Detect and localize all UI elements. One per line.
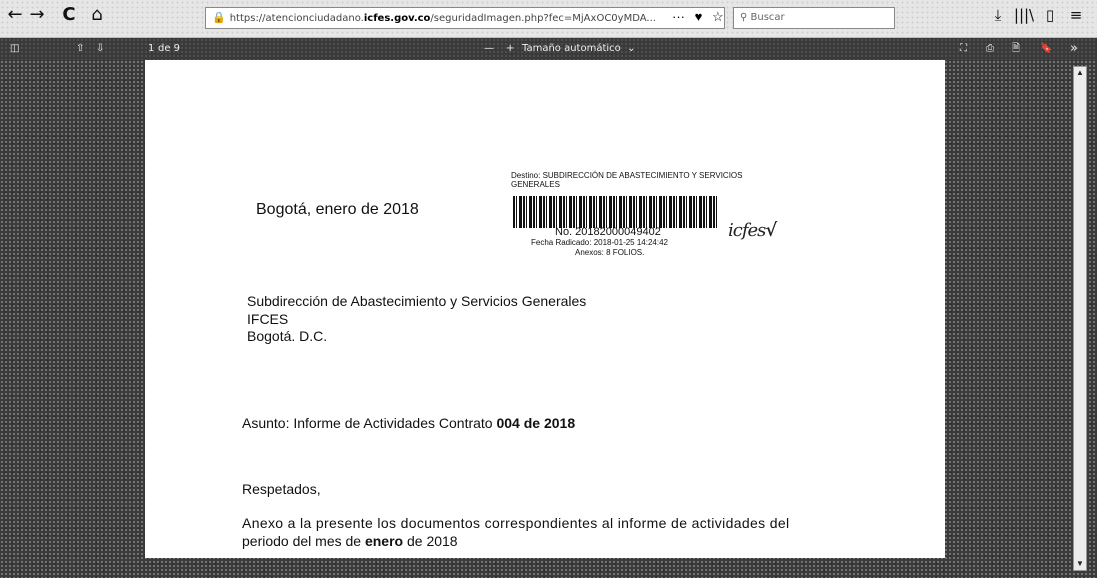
library-icon[interactable]: |||\ xyxy=(1013,6,1035,24)
zoom-label: Tamaño automático xyxy=(522,43,621,54)
pdf-toolbar xyxy=(0,38,1097,60)
body-line-2 xyxy=(242,533,458,549)
search-input[interactable] xyxy=(733,7,895,29)
page-number-input[interactable]: 1 xyxy=(148,43,155,54)
more-tools-icon[interactable]: » xyxy=(1070,41,1078,56)
pdf-page xyxy=(145,60,945,558)
search-placeholder: Buscar xyxy=(750,12,785,23)
url-actions xyxy=(672,7,730,27)
sidebar-toggle-icon[interactable]: ◫ xyxy=(10,43,20,54)
chevron-down-icon: ⌄ xyxy=(627,43,636,54)
letter-date: Bogotá, enero de 2018 xyxy=(256,201,419,218)
zoom-in-button[interactable]: + xyxy=(506,43,515,54)
barcode xyxy=(513,196,719,228)
logo-text: icfes xyxy=(728,220,766,241)
subject-prefix: Asunto: Informe de Actividades Contrato xyxy=(242,415,497,431)
menu-icon[interactable]: ≡ xyxy=(1069,6,1083,24)
scroll-up-icon[interactable]: ▲ xyxy=(1076,68,1084,77)
download-icon[interactable]: ⤓ xyxy=(994,6,1002,24)
page-count: de 9 xyxy=(158,43,181,54)
lock-icon: 🔒 xyxy=(212,11,226,24)
reload-icon[interactable]: C xyxy=(62,4,76,25)
body-line-1: Anexo a la presente los documentos correspondientes al informe de actividades del xyxy=(242,515,790,531)
subject-contract: 004 de 2018 xyxy=(496,415,576,431)
next-page-icon[interactable]: ⇩ xyxy=(96,43,105,54)
body-line-2-suffix: de 2018 xyxy=(403,533,458,549)
scroll-down-icon[interactable]: ▼ xyxy=(1076,559,1084,568)
check-icon: √ xyxy=(765,220,777,241)
body-line-2-prefix: periodo del mes de xyxy=(242,533,365,549)
url-prefix: https://atencionciudadano. xyxy=(229,13,364,24)
more-icon[interactable]: ··· xyxy=(672,9,685,24)
search-icon: ⚲ xyxy=(740,12,751,23)
forward-icon[interactable]: → xyxy=(29,4,45,25)
zoom-out-button[interactable]: — xyxy=(484,43,494,54)
previous-page-icon[interactable]: ⇧ xyxy=(76,43,85,54)
star-icon[interactable]: ☆ xyxy=(711,9,724,24)
print-icon[interactable]: ⎙ xyxy=(986,43,994,54)
icfes-logo xyxy=(728,220,776,241)
subject-line xyxy=(242,415,575,431)
url-bar[interactable] xyxy=(205,7,725,29)
stamp-destination: Destino: SUBDIRECCIÓN DE ABASTECIMIENTO Y SERVICIOS GENERALES xyxy=(511,171,743,189)
body-line-2-month: enero xyxy=(364,533,404,549)
recipient-line-2: IFCES xyxy=(247,311,289,327)
save-icon[interactable]: 🗎 xyxy=(1012,43,1021,54)
recipient-line-3: Bogotá. D.C. xyxy=(247,328,328,344)
sidebar-icon[interactable]: ▯ xyxy=(1045,6,1055,24)
stamp-number: No. 20182000049402 xyxy=(555,226,661,238)
url-domain: icfes.gov.co xyxy=(363,13,431,24)
url-suffix: /seguridadImagen.php?fec=MjAxOC0yMDA... xyxy=(430,13,656,24)
browser-right-tools xyxy=(985,6,1089,24)
greeting: Respetados, xyxy=(242,481,321,497)
back-icon[interactable]: ← xyxy=(7,4,23,25)
scrollbar[interactable] xyxy=(1073,66,1087,571)
zoom-select[interactable] xyxy=(522,38,636,60)
fullscreen-icon[interactable]: ⛶ xyxy=(960,43,967,54)
stamp-date: Fecha Radicado: 2018-01-25 14:24:42 xyxy=(531,238,668,247)
home-icon[interactable]: ⌂ xyxy=(91,4,103,25)
pocket-icon[interactable]: ♥ xyxy=(694,9,703,24)
browser-toolbar xyxy=(0,0,1097,38)
recipient-line-1: Subdirección de Abastecimiento y Servicios Generales xyxy=(247,293,587,309)
bookmark-icon[interactable]: 🔖 xyxy=(1040,43,1053,54)
stamp-attachments: Anexos: 8 FOLIOS. xyxy=(575,248,645,257)
